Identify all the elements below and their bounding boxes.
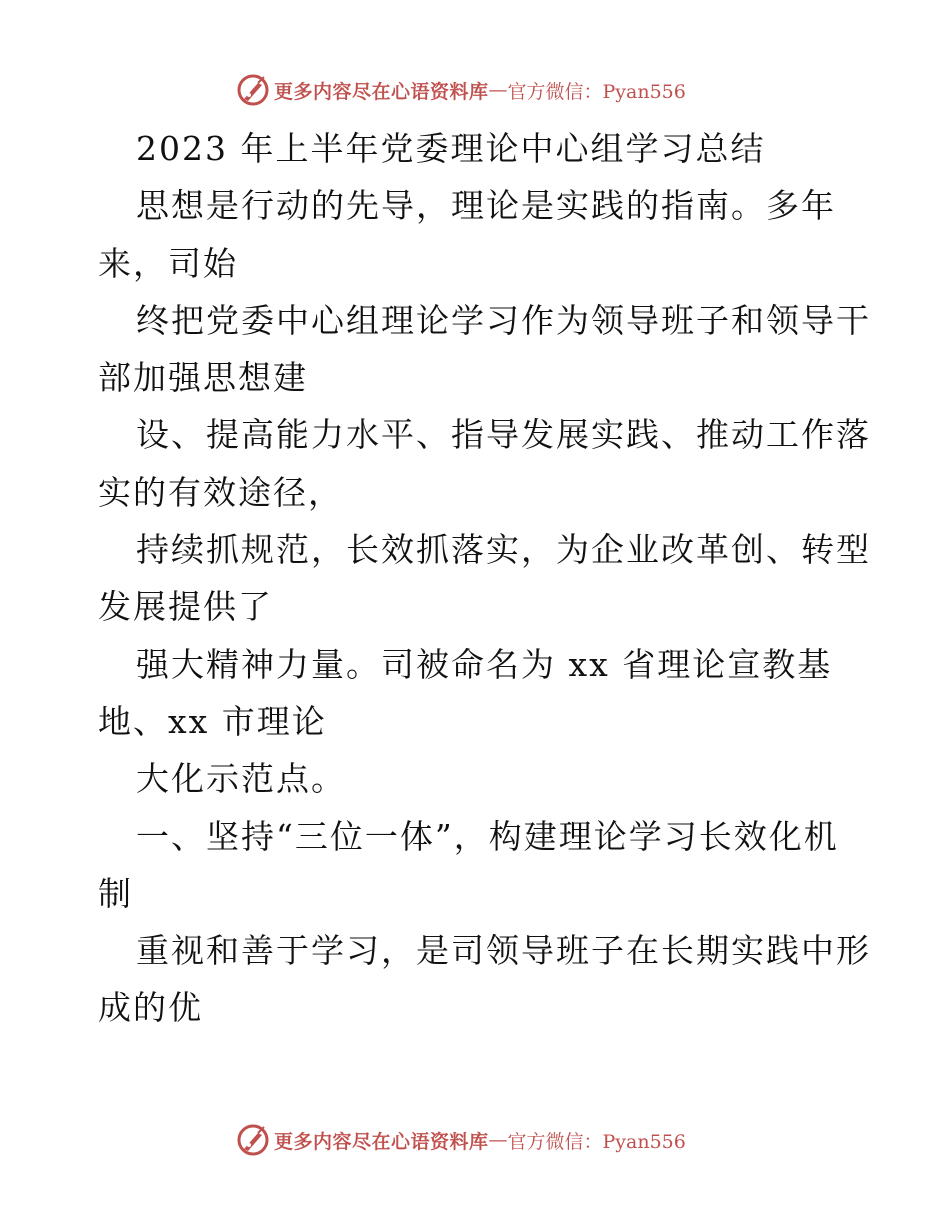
paragraph-line: 终把党委中心组理论学习作为领导班子和领导干 <box>136 300 871 340</box>
paragraph-line: 大化示范点。 <box>136 759 346 799</box>
quill-pen-circle-icon <box>236 1123 270 1157</box>
document-title: 2023 年上半年党委理论中心组学习总结 <box>136 129 766 168</box>
footer-banner-contact: 官方微信：Pyan556 <box>507 1130 686 1153</box>
footer-banner[interactable] <box>236 1122 716 1158</box>
paragraph-line: 设、提高能力水平、指导发展实践、推动工作落 <box>136 415 871 455</box>
header-banner-contact: 官方微信：Pyan556 <box>507 80 686 103</box>
header-banner[interactable] <box>236 72 716 108</box>
paragraph-line: 思想是行动的先导，理论是实践的指南。多年 <box>136 186 836 226</box>
paragraph-line: 强大精神力量。司被命名为 xx 省理论宣教基 <box>136 644 833 684</box>
footer-banner-text: 更多内容尽在心语资料库 <box>274 1130 489 1153</box>
section-heading-continued: 制 <box>98 873 133 913</box>
quill-pen-circle-icon <box>236 73 270 107</box>
paragraph-line: 成的优 <box>98 988 203 1028</box>
paragraph-line: 实的有效途径， <box>98 472 343 512</box>
header-banner-text: 更多内容尽在心语资料库 <box>274 80 489 103</box>
paragraph-line: 部加强思想建 <box>98 358 308 398</box>
document-body <box>98 120 871 1037</box>
footer-banner-separator: — <box>488 1129 508 1151</box>
section-heading: 一、坚持“三位一体”，构建理论学习长效化机 <box>136 816 839 856</box>
paragraph-line: 持续抓规范，长效抓落实，为企业改革创、转型 <box>136 530 871 570</box>
header-banner-separator: — <box>488 79 508 101</box>
paragraph-line: 来，司始 <box>98 243 238 283</box>
paragraph-line: 地、xx 市理论 <box>98 701 327 741</box>
paragraph-line: 发展提供了 <box>98 587 273 627</box>
paragraph-line: 重视和善于学习，是司领导班子在长期实践中形 <box>136 931 871 971</box>
